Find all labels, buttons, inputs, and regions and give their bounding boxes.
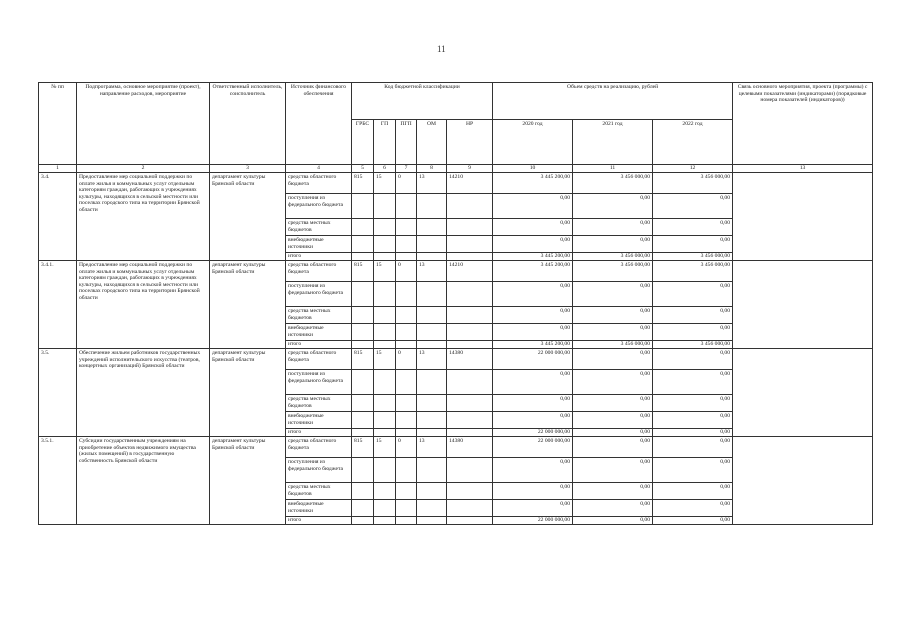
value-2020: 3 445 200,00: [493, 173, 573, 194]
item-number: 3.5.1.: [39, 437, 77, 525]
item-number: 3.4.: [39, 173, 77, 261]
column-index: 12: [653, 165, 733, 173]
header-indicator-link: Связь основного мероприятия, проекта (программы) с целевыми показателями (индикаторами) (порядковые номера показателей (индикаторов)): [733, 83, 873, 165]
column-index: 8: [417, 165, 447, 173]
header-2022: 2022 год: [653, 120, 733, 165]
value-2021: 0,00: [573, 483, 653, 500]
code-om: 13: [417, 437, 447, 458]
total-2022: 3 456 000,00: [653, 341, 733, 349]
table-row: [39, 437, 873, 458]
column-index: 11: [573, 165, 653, 173]
value-2022: 0,00: [653, 194, 733, 219]
value-2022: 0,00: [653, 500, 733, 517]
source-regional: средства областного бюджета: [286, 437, 352, 458]
value-2022: 0,00: [653, 370, 733, 395]
header-pgp: ПГП: [396, 120, 417, 165]
source-federal: поступления из федерального бюджета: [286, 282, 352, 307]
value-2022: 0,00: [653, 282, 733, 307]
value-2020: 0,00: [493, 370, 573, 395]
source-local: средства местных бюджетов: [286, 395, 352, 412]
header-source: Источник финансового обеспечения: [286, 83, 352, 165]
value-2021: 0,00: [573, 437, 653, 458]
code-grbs: 815: [352, 173, 374, 194]
column-index: 2: [77, 165, 210, 173]
value-2020: 0,00: [493, 194, 573, 219]
value-2021: 0,00: [573, 370, 653, 395]
item-executor: департамент культуры Брянской области: [210, 261, 286, 349]
item-executor: департамент культуры Брянской области: [210, 173, 286, 261]
source-federal: поступления из федерального бюджета: [286, 370, 352, 395]
total-2020: 3 445 200,00: [493, 253, 573, 261]
budget-table-sheet: [38, 82, 872, 525]
value-2022: 0,00: [653, 219, 733, 236]
value-2020: 0,00: [493, 324, 573, 341]
code-nr: 14380: [447, 437, 493, 458]
source-total: итого: [286, 253, 352, 261]
total-2022: 0,00: [653, 429, 733, 437]
budget-block-3-4: [39, 173, 873, 261]
item-name: Предоставление мер социальной поддержки по оплате жилья и коммунальных услуг отдельным категориям граждан, работающих в учреждениях культуры, находящихся в сельской местности или поселках городского типа на территории Брянской области: [77, 261, 210, 349]
code-pgp: 0: [396, 173, 417, 194]
source-total: итого: [286, 517, 352, 525]
header-om: ОМ: [417, 120, 447, 165]
source-local: средства местных бюджетов: [286, 483, 352, 500]
value-2021: 0,00: [573, 219, 653, 236]
item-name: Обеспечение жильем работников государственных учреждений исполнительского искусства (театров, концертных организаций) Брянской области: [77, 349, 210, 437]
header-gp: ГП: [374, 120, 396, 165]
source-extra: внебюджетные источники: [286, 324, 352, 341]
source-regional: средства областного бюджета: [286, 349, 352, 370]
column-index: 7: [396, 165, 417, 173]
source-extra: внебюджетные источники: [286, 412, 352, 429]
code-om: 13: [417, 261, 447, 282]
item-number: 3.5.: [39, 349, 77, 437]
value-2022: 0,00: [653, 437, 733, 458]
source-total: итого: [286, 429, 352, 437]
code-gp: 15: [374, 349, 396, 370]
header-nr: НР: [447, 120, 493, 165]
source-local: средства местных бюджетов: [286, 307, 352, 324]
table-row: [39, 261, 873, 282]
value-2021: 0,00: [573, 458, 653, 483]
value-2020: 0,00: [493, 458, 573, 483]
source-federal: поступления из федерального бюджета: [286, 458, 352, 483]
code-grbs: 815: [352, 261, 374, 282]
total-2020: 22 000 000,00: [493, 517, 573, 525]
value-2021: 0,00: [573, 194, 653, 219]
value-2020: 0,00: [493, 219, 573, 236]
header-executor: Ответственный исполнитель, соисполнитель: [210, 83, 286, 165]
code-gp: 15: [374, 173, 396, 194]
code-pgp: 0: [396, 437, 417, 458]
value-2020: 22 000 000,00: [493, 437, 573, 458]
total-2022: 0,00: [653, 517, 733, 525]
header-budget-code: Код бюджетной классификации: [352, 83, 493, 120]
budget-table: [38, 82, 873, 525]
total-2021: 3 456 000,00: [573, 253, 653, 261]
item-number: 3.4.1.: [39, 261, 77, 349]
total-2020: 3 445 200,00: [493, 341, 573, 349]
indicator-link-cell: [733, 173, 873, 261]
column-index: 10: [493, 165, 573, 173]
header-grbs: ГРБС: [352, 120, 374, 165]
value-2021: 0,00: [573, 349, 653, 370]
column-index: 6: [374, 165, 396, 173]
code-pgp: 0: [396, 349, 417, 370]
column-index: 5: [352, 165, 374, 173]
value-2021: 0,00: [573, 395, 653, 412]
code-nr: 14380: [447, 349, 493, 370]
header-2021: 2021 год: [573, 120, 653, 165]
item-name: Предоставление мер социальной поддержки по оплате жилья и коммунальных услуг отдельным категориям граждан, работающих в учреждениях культуры, находящихся в сельской местности или поселках городского типа на территории Брянской области: [77, 173, 210, 261]
value-2020: 0,00: [493, 395, 573, 412]
source-federal: поступления из федерального бюджета: [286, 194, 352, 219]
value-2022: 0,00: [653, 395, 733, 412]
source-regional: средства областного бюджета: [286, 261, 352, 282]
table-row: [39, 173, 873, 194]
source-extra: внебюджетные источники: [286, 236, 352, 253]
value-2022: 0,00: [653, 458, 733, 483]
item-name: Субсидии государственным учреждениям на приобретение объектов недвижимого имущества (жилых помещений) в государственную собственность Брянской области: [77, 437, 210, 525]
total-2022: 3 456 000,00: [653, 253, 733, 261]
budget-block-3-5: [39, 349, 873, 437]
value-2020: 0,00: [493, 282, 573, 307]
header-num: № пп: [39, 83, 77, 165]
value-2022: 0,00: [653, 483, 733, 500]
value-2020: 0,00: [493, 307, 573, 324]
source-extra: внебюджетные источники: [286, 500, 352, 517]
code-om: 13: [417, 173, 447, 194]
value-2022: 0,00: [653, 236, 733, 253]
column-index: 9: [447, 165, 493, 173]
source-regional: средства областного бюджета: [286, 173, 352, 194]
indicator-link-cell: [733, 261, 873, 349]
budget-block-3-5-1: [39, 437, 873, 525]
code-nr: 14210: [447, 173, 493, 194]
value-2021: 3 456 000,00: [573, 173, 653, 194]
column-index: 13: [733, 165, 873, 173]
header-2020: 2020 год: [493, 120, 573, 165]
code-grbs: 815: [352, 349, 374, 370]
value-2022: 0,00: [653, 307, 733, 324]
value-2022: 0,00: [653, 324, 733, 341]
total-2020: 22 000 000,00: [493, 429, 573, 437]
source-local: средства местных бюджетов: [286, 219, 352, 236]
table-row: [39, 349, 873, 370]
code-om: 13: [417, 349, 447, 370]
total-2021: 0,00: [573, 429, 653, 437]
column-index: 4: [286, 165, 352, 173]
value-2022: 3 456 000,00: [653, 173, 733, 194]
value-2021: 0,00: [573, 500, 653, 517]
total-2021: 0,00: [573, 517, 653, 525]
value-2021: 0,00: [573, 412, 653, 429]
value-2020: 3 445 200,00: [493, 261, 573, 282]
value-2021: 0,00: [573, 307, 653, 324]
code-gp: 15: [374, 261, 396, 282]
indicator-link-cell: [733, 349, 873, 437]
value-2020: 0,00: [493, 483, 573, 500]
value-2020: 22 000 000,00: [493, 349, 573, 370]
value-2020: 0,00: [493, 412, 573, 429]
value-2020: 0,00: [493, 236, 573, 253]
value-2021: 3 456 000,00: [573, 261, 653, 282]
value-2022: 3 456 000,00: [653, 261, 733, 282]
value-2021: 0,00: [573, 236, 653, 253]
indicator-link-cell: [733, 437, 873, 525]
code-gp: 15: [374, 437, 396, 458]
value-2022: 0,00: [653, 349, 733, 370]
source-total: итого: [286, 341, 352, 349]
budget-block-3-4-1: [39, 261, 873, 349]
page-number: 11: [437, 44, 446, 54]
header-volume: Объем средств на реализацию, рублей: [493, 83, 733, 120]
value-2021: 0,00: [573, 324, 653, 341]
header-name: Подпрограмма, основное мероприятие (проект), направление расходов, мероприятие: [77, 83, 210, 165]
value-2022: 0,00: [653, 412, 733, 429]
item-executor: департамент культуры Брянской области: [210, 437, 286, 525]
column-index: 1: [39, 165, 77, 173]
code-pgp: 0: [396, 261, 417, 282]
value-2020: 0,00: [493, 500, 573, 517]
code-nr: 14210: [447, 261, 493, 282]
value-2021: 0,00: [573, 282, 653, 307]
column-index: 3: [210, 165, 286, 173]
item-executor: департамент культуры Брянской области: [210, 349, 286, 437]
total-2021: 3 456 000,00: [573, 341, 653, 349]
column-index-row: [39, 165, 873, 173]
code-grbs: 815: [352, 437, 374, 458]
